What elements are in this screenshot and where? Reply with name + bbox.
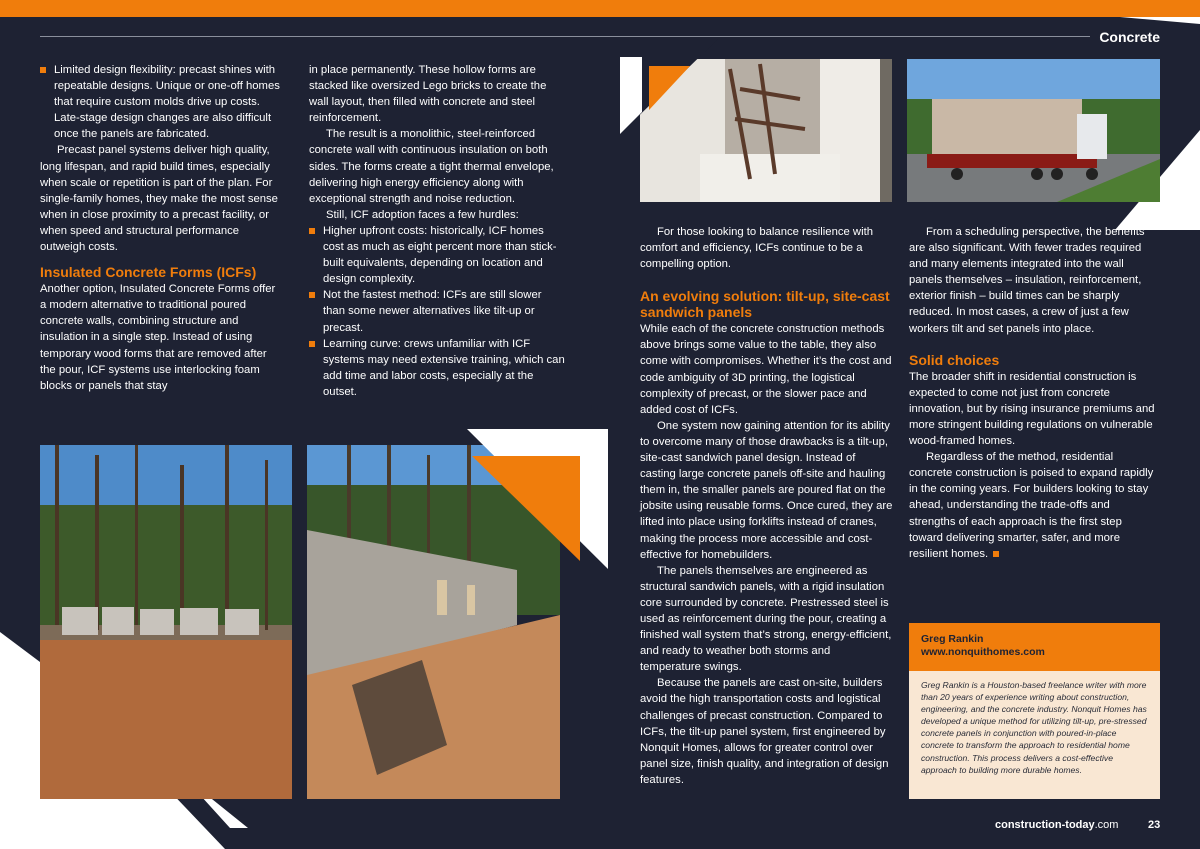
column-1 bbox=[40, 62, 282, 394]
author-bio-box bbox=[909, 623, 1160, 799]
col2-paragraph: in place permanently. These hollow forms are stacked like oversized Lego bricks to create the wall layout, then filled with concrete and steel reinforcement. bbox=[309, 64, 547, 125]
col1-paragraph: Precast panel systems deliver high quality, long lifespan, and rapid build times, especially when scale or repetition is part of the plan. For single-family homes, they make the most sense when in close proximity to a precast facility, or when speed and structural performance outweigh costs. bbox=[40, 144, 278, 254]
col2-bullet: Not the fastest method: ICFs are still slower than some newer alternatives like tilt-up or precast. bbox=[309, 287, 565, 335]
top-right-white-sliver bbox=[1120, 17, 1200, 24]
column-3 bbox=[640, 224, 894, 788]
col4-paragraph: Regardless of the method, residential concrete construction is poised to expand rapidly in the coming years. For builders looking to stay ahead, understanding the trade-offs and strengths of each approach is the first step toward delivering smarter, safer, and more resilient homes. bbox=[909, 451, 1154, 560]
col1-bullet: Limited design flexibility: precast shines with repeatable designs. Unique or one-off homes that require custom molds drive up costs. Late-stage design changes are also difficult once the panels are fabricated. bbox=[40, 62, 282, 142]
col3-paragraph: Because the panels are cast on-site, builders avoid the high transportation costs and logistical challenges of precast construction. Compared to ICFs, the tilt-up panel system, first engineered by Nonquit Homes, allows for greater control over panel size, finish quality, and integration of design features. bbox=[640, 677, 889, 786]
footer-site[interactable]: construction-today.com bbox=[995, 819, 1119, 831]
photo-corner-white bbox=[620, 37, 720, 137]
photo-corner-accent-2 bbox=[467, 429, 608, 579]
col1-paragraph: Another option, Insulated Concrete Forms offer a modern alternative to traditional poured concrete walls, combining structure and insulation in a single step. Instead of using temporary wood forms that are removed after the pour, ICF systems use interlocking foam blocks or panels that stay bbox=[40, 283, 276, 392]
page-number: 23 bbox=[1148, 819, 1161, 831]
heading-icf: Insulated Concrete Forms (ICFs) bbox=[40, 264, 257, 281]
photo-truck-panels bbox=[907, 59, 1160, 202]
heading-tilt-up: An evolving solution: tilt-up, site-cast sandwich panels bbox=[640, 288, 890, 321]
col4-paragraph: The broader shift in residential construction is expected to come not just from concrete innovation, but by rising insurance premiums and more stringent building regulations on vulnerable wood-framed homes. bbox=[909, 370, 1155, 448]
col3-paragraph: One system now gaining attention for its ability to overcome many of those drawbacks is a tilt-up, site-cast sandwich panel design. Instead of casting large concrete panels off-site and hauling them in, the smaller panels are poured flat on the jobsite using reusable forms. Once cured, they are lifted into place using forklifts instead of cranes, making the process more accessible and cost-effective for homebuilders. bbox=[640, 419, 893, 561]
col3-paragraph: The panels themselves are engineered as structural sandwich panels, with a rigid insulation core surrounded by concrete. Prestressed steel is used as reinforcement during the pour, creating a finished wall system that’s strong, energy-efficient, and ready to weather both storms and temperature swings. bbox=[640, 564, 892, 674]
author-bio-text: Greg Rankin is a Houston-based freelance writer with more than 20 years of experience writing about construction, engineering, and the concrete industry. Nonquit Homes has developed a unique method for utilizing tilt-up, pre-stressed concrete panels in conjunction with poured-in-place concrete to transform the approach to residential home construction. This process delivers a cost-effective approach to building more durable homes. bbox=[909, 671, 1160, 799]
col2-bullet: Learning curve: crews unfamiliar with ICF systems may need extensive training, which can add time and labor costs, especially at the outset. bbox=[309, 336, 565, 400]
col2-paragraph: The result is a monolithic, steel-reinforced concrete wall with continuous insulation on both sides. The forms create a tight thermal envelope, delivering high energy efficiency along with exceptional strength and noise reduction. bbox=[309, 128, 554, 205]
header-rule bbox=[40, 36, 1090, 37]
col3-paragraph: For those looking to balance resilience with comfort and efficiency, ICFs continue to be a compelling option. bbox=[640, 226, 874, 271]
col4-paragraph: From a scheduling perspective, the benefits are also significant. With fewer trades required and many elements integrated into the wall panels themselves – insulation, reinforcement, exterior finish – build times can be sharply reduced. In most cases, a crew of just a few workers tilt and set panels into place. bbox=[909, 226, 1145, 335]
column-2 bbox=[309, 62, 565, 400]
author-bio-header bbox=[909, 623, 1160, 671]
author-name: Greg Rankin bbox=[921, 633, 984, 645]
author-url[interactable]: www.nonquithomes.com bbox=[921, 646, 1045, 658]
col2-paragraph: Still, ICF adoption faces a few hurdles: bbox=[326, 208, 519, 221]
col2-bullet: Higher upfront costs: historically, ICF homes cost as much as eight percent more than stick-built equivalents, depending on location and design complexity. bbox=[309, 223, 565, 287]
photo-forest-panels bbox=[40, 445, 292, 799]
end-mark-icon bbox=[993, 551, 999, 557]
col3-paragraph: While each of the concrete construction methods above brings some value to the table, they also come with compromises. Whether it’s the cost and code ambiguity of 3D printing, the logistical complexity of precast, or the slower pace and added cost of ICFs. bbox=[640, 323, 892, 416]
column-4 bbox=[909, 224, 1155, 562]
section-title: Concrete bbox=[1099, 29, 1160, 45]
heading-solid-choices: Solid choices bbox=[909, 351, 1000, 368]
